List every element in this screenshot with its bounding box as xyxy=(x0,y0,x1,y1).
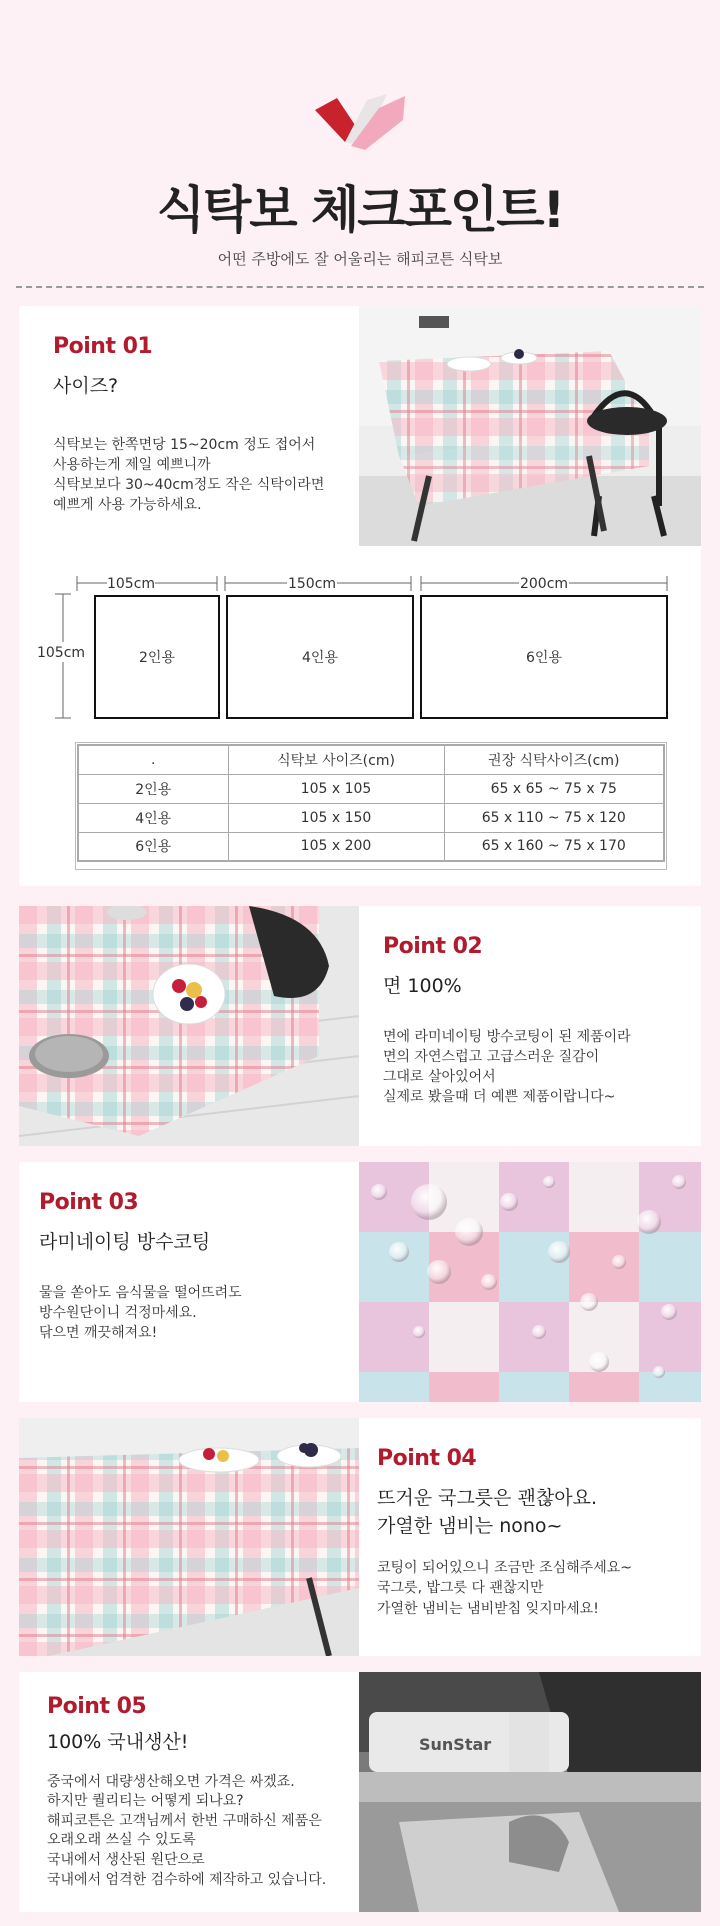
set-table-photo xyxy=(19,1418,359,1656)
point-04-panel xyxy=(19,1418,701,1656)
point-body: 코팅이 되어있으니 조금만 조심해주세요~ 국그릇, 밥그릇 다 괜찮지만 가열한 냄비는 냄비받침 잊지마세요! xyxy=(377,1560,632,1617)
width-label-150: 150cm xyxy=(287,576,337,592)
page-title: 식탁보 체크포인트! xyxy=(156,181,564,239)
table-row xyxy=(78,803,664,832)
table-header-cell: 권장 식탁사이즈(cm) xyxy=(444,745,664,774)
point-label: Point 04 xyxy=(377,1446,477,1471)
tablecloth-closeup-photo xyxy=(19,906,359,1146)
point-heading: 사이즈? xyxy=(53,375,119,397)
size-table xyxy=(77,744,665,862)
point-05-text xyxy=(47,1694,367,1890)
point-heading: 면 100% xyxy=(383,975,462,997)
point-03-panel xyxy=(19,1162,701,1402)
table-header-row xyxy=(78,745,664,774)
point-label: Point 01 xyxy=(53,334,153,359)
height-label-105: 105cm xyxy=(36,645,86,661)
box-label-6: 6인용 xyxy=(526,650,562,666)
sewing-factory-photo xyxy=(359,1672,701,1912)
checkmark-logo-icon xyxy=(305,90,415,155)
point-02-text xyxy=(383,934,693,1108)
table-cell: 105 x 200 xyxy=(228,832,444,861)
box-label-2: 2인용 xyxy=(139,650,175,666)
size-diagram xyxy=(19,306,701,746)
dashed-divider xyxy=(16,286,704,288)
table-cell: 4인용 xyxy=(78,803,228,832)
point-body: 중국에서 대량생산해오면 가격은 싸겠죠. 하지만 퀄리티는 어떻게 되나요? 해피코튼은 고객님께서 한번 구매하신 제품은 오래오래 쓰실 수 있도록 국내에서 생산된 원단으로 국내에서 엄격한 검수하에 제작하고 있습니다. xyxy=(47,1773,327,1888)
table-header-cell: 식탁보 사이즈(cm) xyxy=(228,745,444,774)
point-heading-line-2: 가열한 냄비는 nono~ xyxy=(377,1514,563,1537)
table-header-cell: . xyxy=(78,745,228,774)
point-body: 물을 쏟아도 음식물을 떨어뜨려도 방수원단이니 걱정마세요. 닦으면 깨끗해져요! xyxy=(39,1284,242,1342)
table-row xyxy=(78,832,664,861)
point-heading: 라미네이팅 방수코팅 xyxy=(39,1231,211,1253)
point-label: Point 03 xyxy=(39,1190,139,1215)
point-01-panel xyxy=(19,306,701,886)
point-label: Point 05 xyxy=(47,1694,147,1719)
width-label-105: 105cm xyxy=(106,576,156,592)
table-cell: 65 x 65 ~ 75 x 75 xyxy=(444,774,664,803)
point-05-panel xyxy=(19,1672,701,1912)
point-body: 식탁보는 한쪽면당 15~20cm 정도 접어서 사용하는게 제일 예쁘니까 식탁보보다 30~40cm정도 작은 식탁이라면 예쁘게 사용 가능하세요. xyxy=(53,436,325,514)
point-02-panel xyxy=(19,906,701,1146)
point-03-text xyxy=(39,1190,359,1343)
table-cell: 105 x 150 xyxy=(228,803,444,832)
box-label-4: 4인용 xyxy=(302,650,338,666)
point-label: Point 02 xyxy=(383,934,483,959)
point-heading: 100% 국내생산! xyxy=(47,1731,189,1753)
table-cell: 105 x 105 xyxy=(228,774,444,803)
page-header xyxy=(0,0,720,300)
point-body: 면에 라미네이팅 방수코팅이 된 제품이라 면의 자연스럽고 고급스러운 질감이 그대로 살아있어서 실제로 봤을때 더 예쁜 제품이랍니다~ xyxy=(383,1028,631,1106)
page-subtitle: 어떤 주방에도 잘 어울리는 해피코튼 식탁보 xyxy=(217,250,503,268)
table-row xyxy=(78,774,664,803)
table-cell: 65 x 110 ~ 75 x 120 xyxy=(444,803,664,832)
table-cell: 6인용 xyxy=(78,832,228,861)
point-heading-line-1: 뜨거운 국그릇은 괜찮아요. xyxy=(377,1487,598,1509)
sewing-machine-brand-label: SunStar xyxy=(419,1735,492,1754)
width-label-200: 200cm xyxy=(519,576,569,592)
table-cell: 2인용 xyxy=(78,774,228,803)
water-drops-photo xyxy=(359,1162,701,1402)
point-04-text xyxy=(377,1446,697,1619)
table-cell: 65 x 160 ~ 75 x 170 xyxy=(444,832,664,861)
